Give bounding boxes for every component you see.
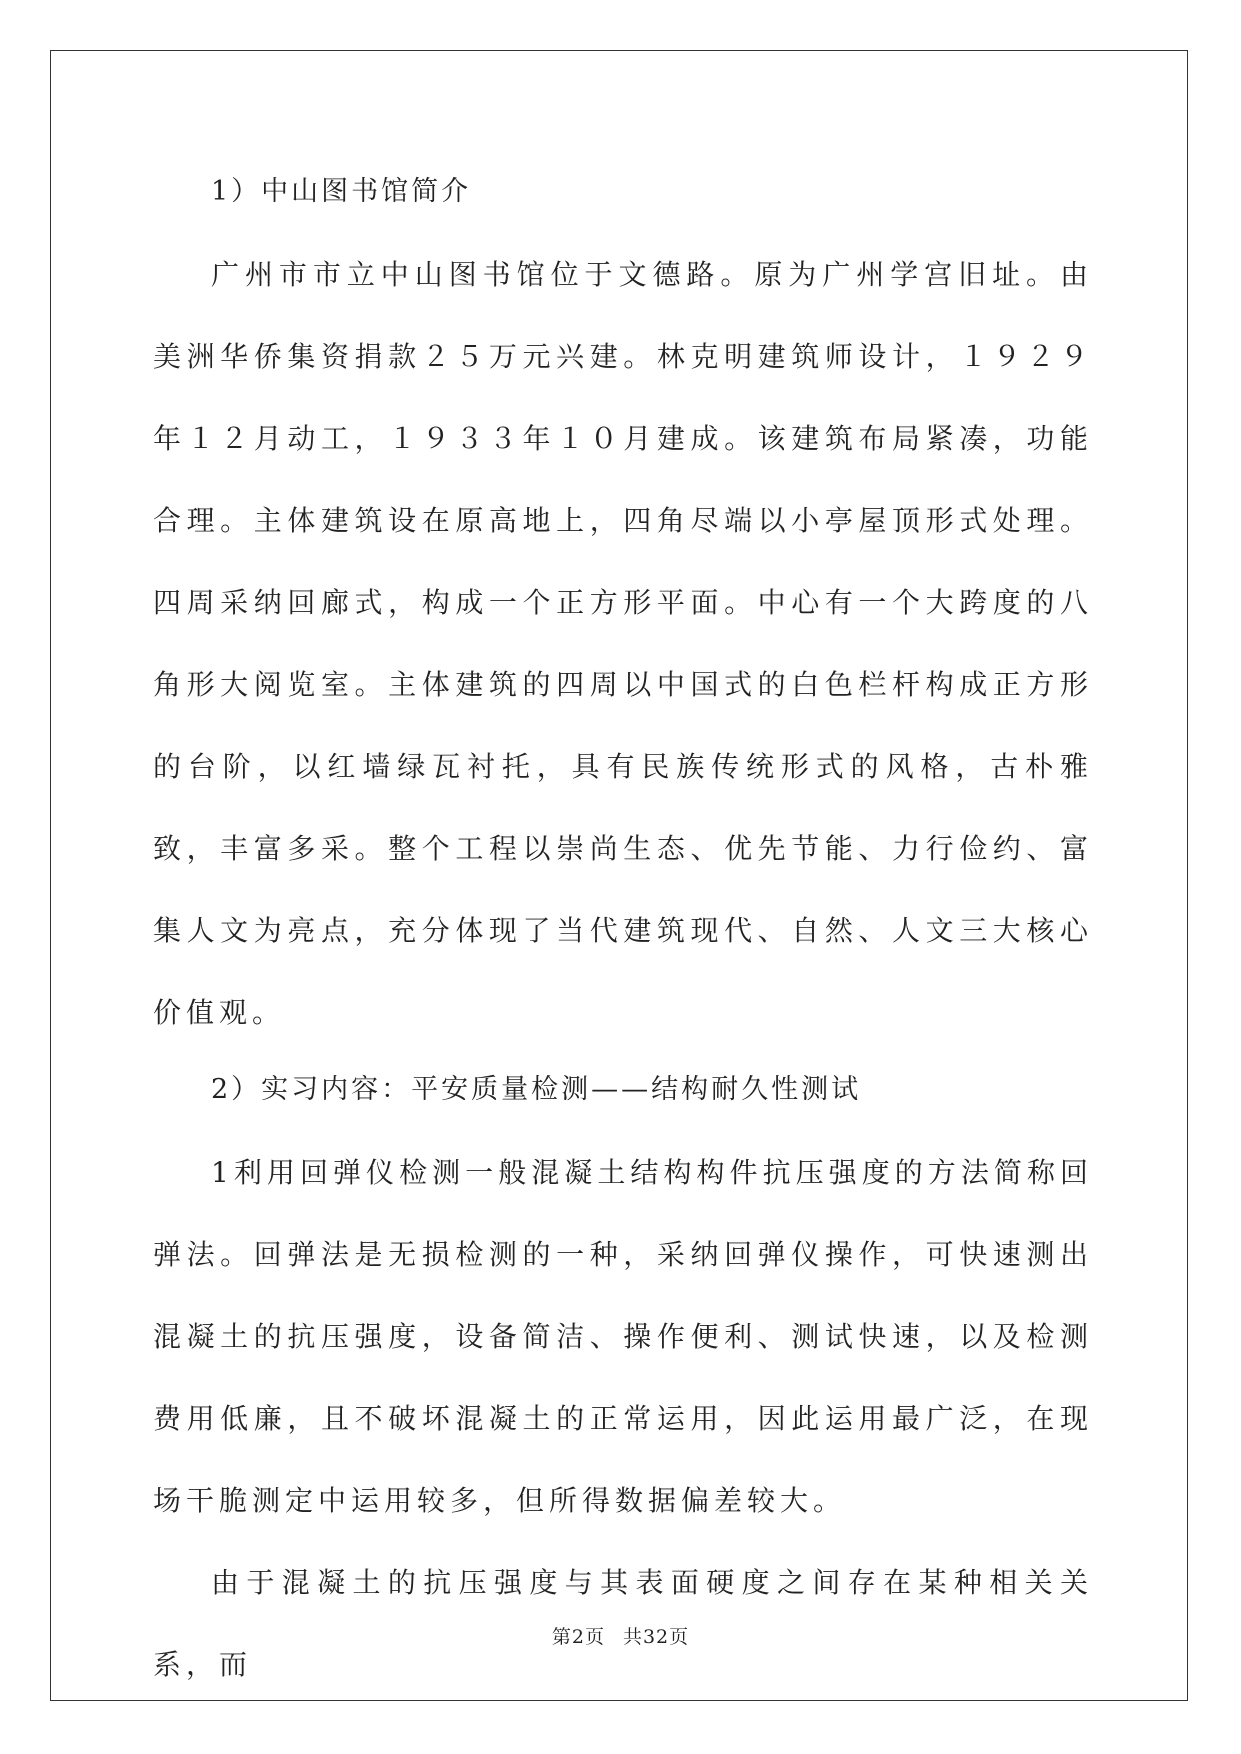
paragraph-strength-relation: 由于混凝土的抗压强度与其表面硬度之间存在某种相关关系，而 (153, 1566, 1093, 1681)
section-heading-intro: 1）中山图书馆简介 (211, 176, 472, 207)
document-body (153, 160, 1093, 1706)
page-number: 第2页 (551, 1626, 605, 1648)
section-heading-internship: 2）实习内容：平安质量检测——结构耐久性测试 (211, 1074, 862, 1105)
page-total: 共32页 (622, 1626, 690, 1648)
paragraph-rebound-method: 1利用回弹仪检测一般混凝土结构构件抗压强度的方法简称回弹法。回弹法是无损检测的一种，采纳回弹仪操作，可快速测出混凝土的抗压强度，设备简洁、操作便利、测试快速，以及检测费用低廉，且不破坏混凝土的正常运用，因此运用最广泛，在现场干脆测定中运用较多，但所得数据偏差较大。 (153, 1156, 1093, 1517)
page-footer (0, 1622, 1241, 1649)
paragraph-library-intro: 广州市市立中山图书馆位于文德路。原为广州学宫旧址。由美洲华侨集资捐款２５万元兴建。林克明建筑师设计，１９２９年１２月动工，１９３３年１０月建成。该建筑布局紧凑，功能合理。主体建筑设在原高地上，四角尽端以小亭屋顶形式处理。四周采纳回廊式，构成一个正方形平面。中心有一个大跨度的八角形大阅览室。主体建筑的四周以中国式的白色栏杆构成正方形的台阶，以红墙绿瓦衬托，具有民族传统形式的风格，古朴雅致，丰富多采。整个工程以崇尚生态、优先节能、力行俭约、富集人文为亮点，充分体现了当代建筑现代、自然、人文三大核心价值观。 (153, 258, 1093, 1029)
